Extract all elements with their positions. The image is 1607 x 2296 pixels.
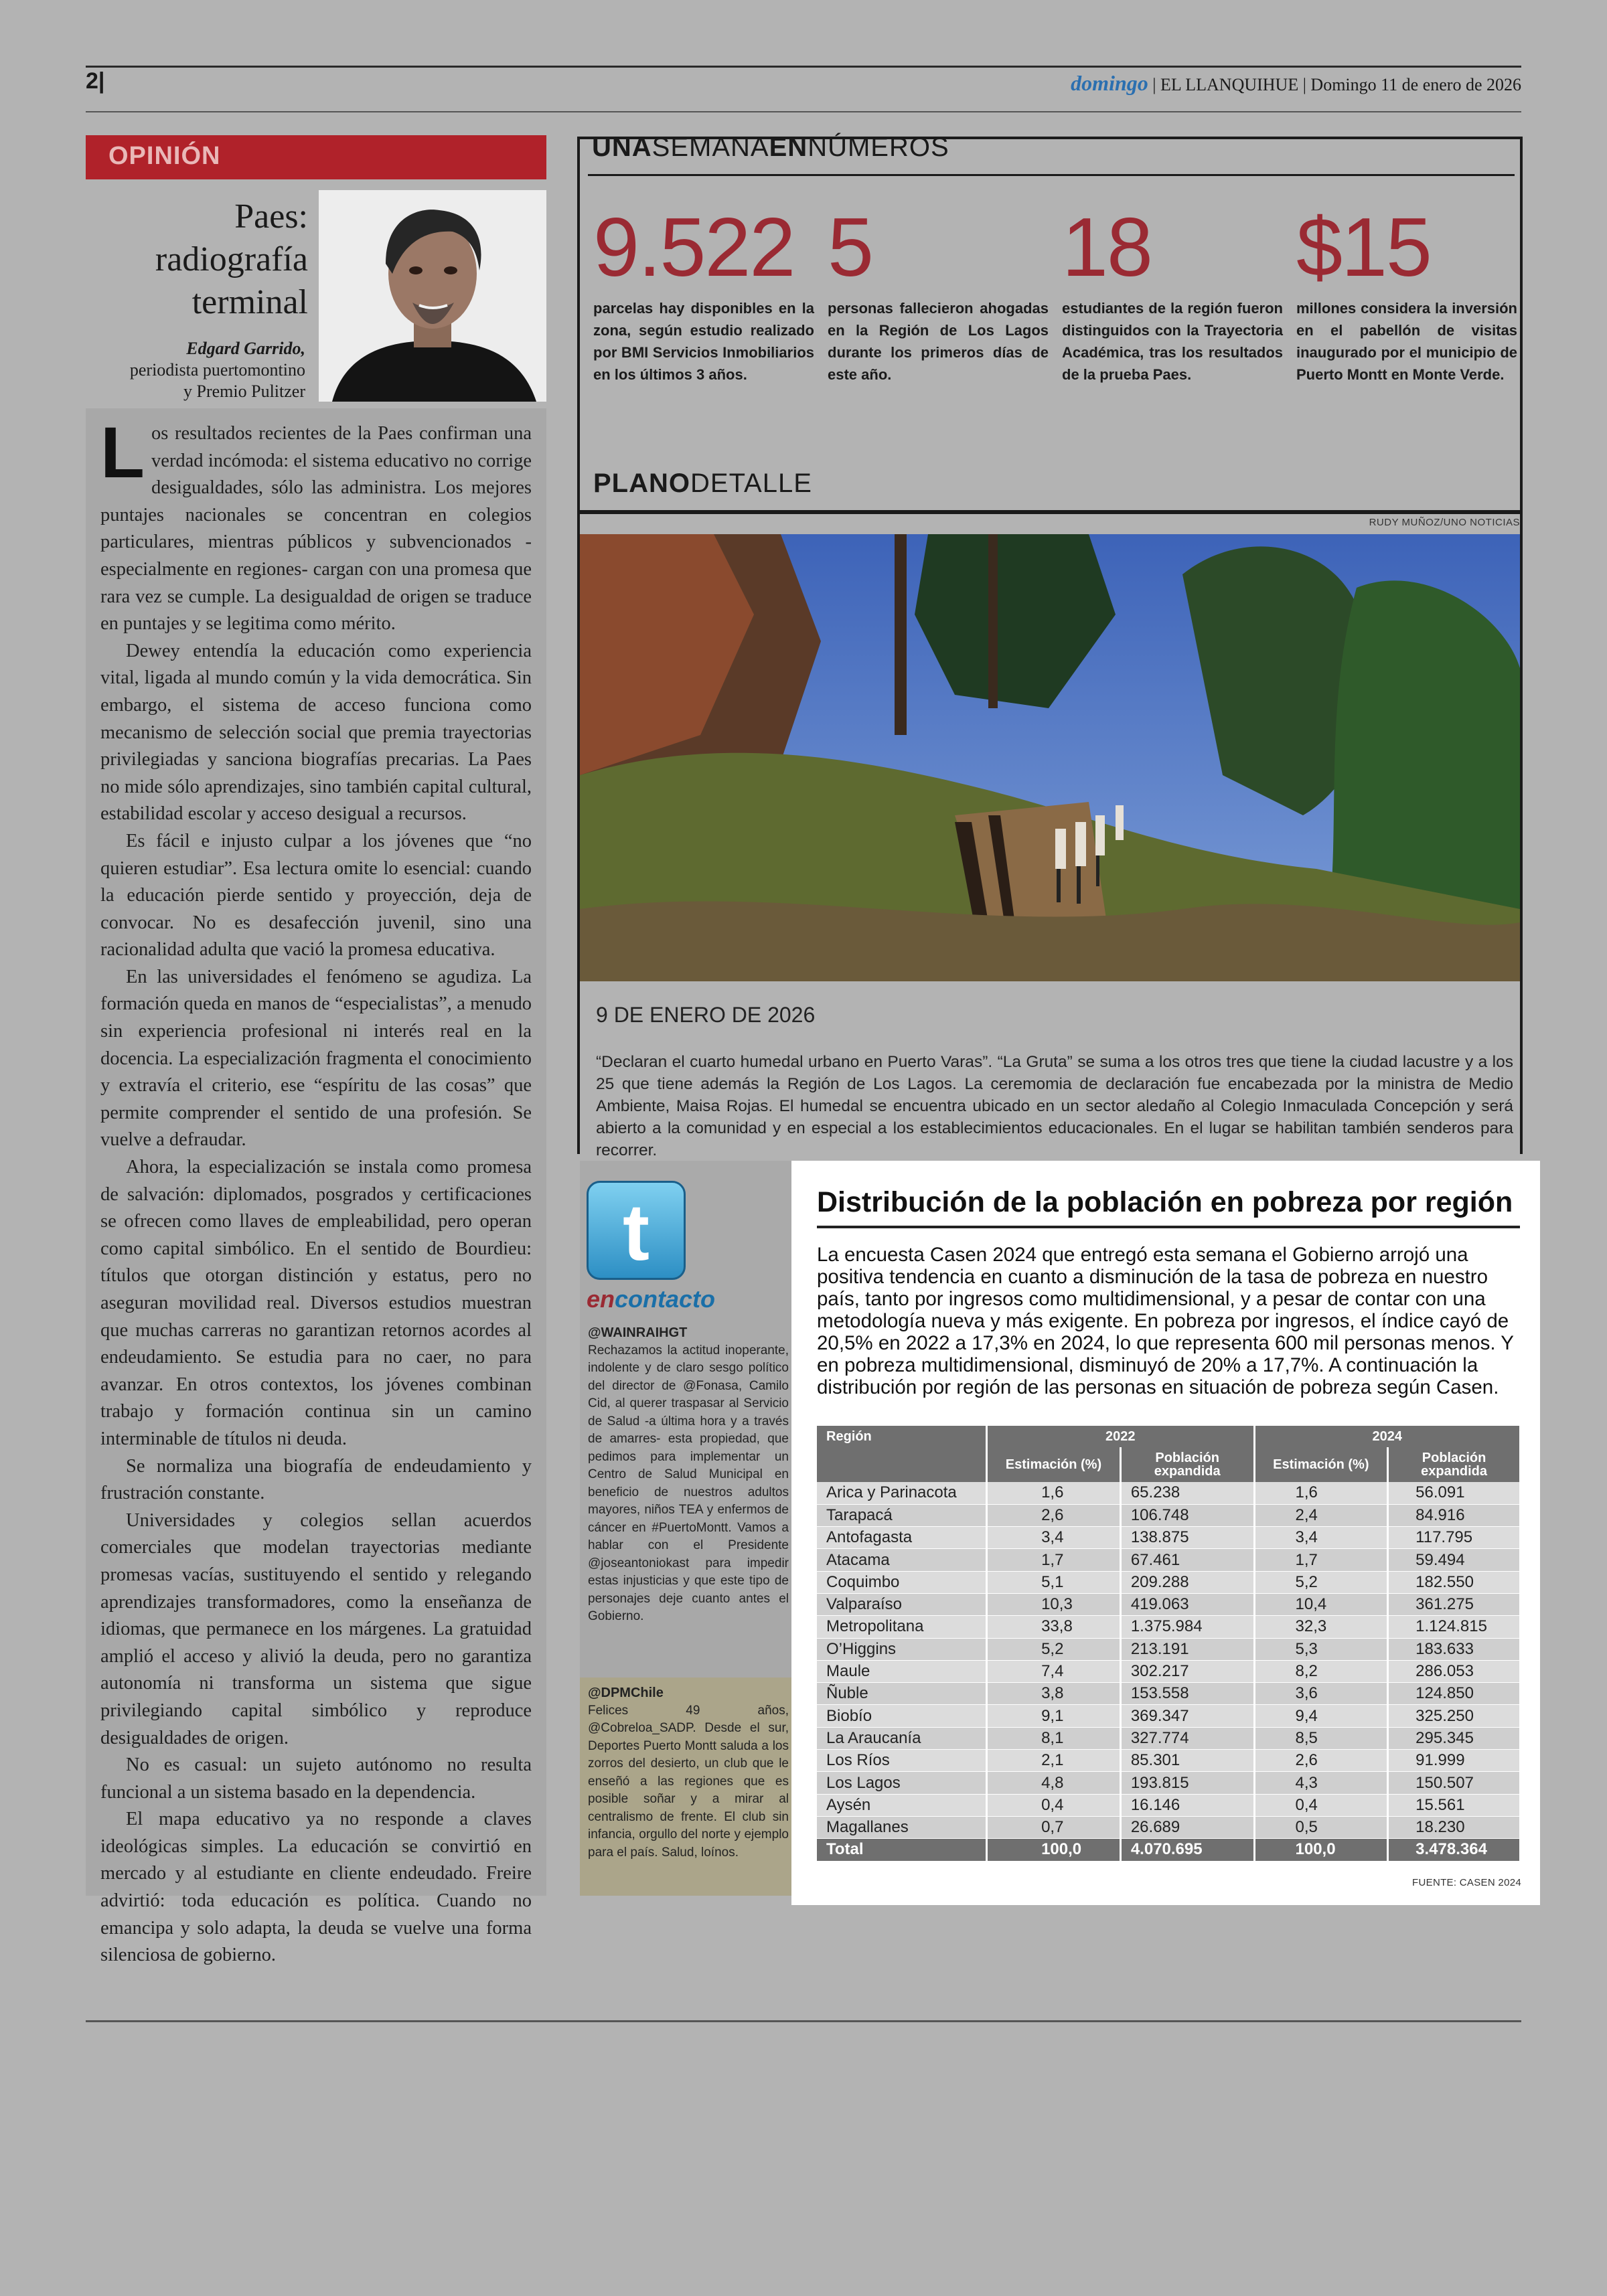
row-estimation-2022: 0,4 — [987, 1794, 1121, 1816]
title-part: PLANO — [593, 469, 690, 498]
row-estimation-2022: 7,4 — [987, 1660, 1121, 1682]
row-estimation-2024: 1,6 — [1254, 1482, 1388, 1504]
author-description: periodista puertomontino — [129, 360, 305, 380]
poverty-table — [817, 1426, 1521, 1862]
row-population-2022: 327.774 — [1120, 1727, 1254, 1749]
row-population-2022: 302.217 — [1120, 1660, 1254, 1682]
row-population-2022: 85.301 — [1120, 1750, 1254, 1772]
table-row — [817, 1504, 1521, 1526]
opinion-author — [94, 338, 305, 402]
row-region: Valparaíso — [817, 1593, 987, 1615]
row-population-2024: 286.053 — [1388, 1660, 1521, 1682]
row-estimation-2022: 5,1 — [987, 1571, 1121, 1593]
row-population-2022: 193.815 — [1120, 1772, 1254, 1794]
row-population-2024: 183.633 — [1388, 1638, 1521, 1660]
row-estimation-2022: 5,2 — [987, 1638, 1121, 1660]
stat-text: estudiantes de la región fueron distinguidos con la Trayectoria Académica, tras los resultados de la prueba Paes. — [1062, 300, 1283, 383]
opinion-paragraph: El mapa educativo ya no responde a claves ideológicas simples. La educación se convirtió en mercado y al estudiante en cliente endeudado. Freire advirtió: toda educación es política. Cuando no emancipa y solo adapta, la deuda se vuelve una forma silenciosa de gobierno. — [100, 1809, 532, 1966]
row-population-2022: 1.375.984 — [1120, 1616, 1254, 1638]
row-population-2022: 106.748 — [1120, 1504, 1254, 1526]
opinion-paragraph: Ahora, la especialización se instala como promesa de salvación: diplomados, posgrados y certificaciones se ofrecen como llaves de empleabilidad, pero operan como capital simbólico. En el sentido de Bourdieu: títulos que otorgan distinción y estatus, pero no aseguran movilidad real. Diversos estudios muestran que muchas carreras no garantizan retornos acordes al endeudamiento. Se estudia para no caer, no para avanzar. En otros contextos, los jóvenes combinan trabajo y formación continua sin un camino interminable de títulos ni deuda. — [100, 1157, 532, 1449]
row-population-2022: 419.063 — [1120, 1593, 1254, 1615]
row-region: Maule — [817, 1660, 987, 1682]
frame-right-rule — [1520, 137, 1523, 1154]
row-region: Antofagasta — [817, 1527, 987, 1549]
opinion-paragraph: En las universidades el fenómeno se agudiza. La formación queda en manos de “especialistas”, a menudo sin experiencia profesional ni interés real en la docencia. La especialización fragmenta el conocimiento y extravía el criterio, ese “espíritu de las cosas” que permite comprender el sentido de una profesión. Se vuelve a defraudar. — [100, 966, 532, 1151]
table-row — [817, 1482, 1521, 1504]
row-population-2024: 1.124.815 — [1388, 1616, 1521, 1638]
detail-title-rule — [580, 510, 1520, 514]
row-region: Tarapacá — [817, 1504, 987, 1526]
table-row — [817, 1660, 1521, 1682]
row-population-2024: 18.230 — [1388, 1816, 1521, 1838]
opinion-paragraph: Universidades y colegios sellan acuerdos comerciales que modelan trayectorias mediante promesas vacías, sustituyendo el sentido y relegando aprendizajes transformadores, como la enseñanza de idiomas, que permanece en los márgenes. La gratuidad amplió el acceso y alivió la deuda, pero no garantiza autonomía ni transforma un sistema que sigue privilegiando capital simbólico y reproduce desigualdades de origen. — [100, 1509, 532, 1748]
row-population-2024: 117.795 — [1388, 1527, 1521, 1549]
row-region: Total — [817, 1839, 987, 1861]
stat-item — [828, 201, 1049, 386]
row-region: La Araucanía — [817, 1727, 987, 1749]
stat-item — [1296, 201, 1517, 386]
row-estimation-2024: 8,5 — [1254, 1727, 1388, 1749]
brand-logo: domingo — [1071, 71, 1148, 95]
page-number: 2| — [86, 68, 105, 94]
table-row — [817, 1549, 1521, 1571]
row-region: Ñuble — [817, 1683, 987, 1705]
row-estimation-2022: 2,1 — [987, 1750, 1121, 1772]
opinion-paragraph: Dewey entendía la educación como experiencia vital, ligada al mundo común y la vida democrática. Sin embargo, el sistema de acceso funciona como mecanismo de selección social que premia trayectorias privilegiadas y sanciona biografías precarias. La Paes no mide sólo aprendizajes, sino también capital cultural, estabilidad escolar y acceso desigual a recursos. — [100, 640, 532, 825]
stat-value: 5 — [828, 201, 872, 294]
tweet — [588, 1324, 789, 1626]
poverty-title: Distribución de la población en pobreza por región — [817, 1186, 1520, 1228]
col-estimation-2022: Estimación (%) — [987, 1447, 1121, 1482]
row-region: Los Ríos — [817, 1750, 987, 1772]
row-estimation-2022: 8,1 — [987, 1727, 1121, 1749]
stat-text: personas fallecieron ahogadas en la Región de Los Lagos durante los primeros días de este año. — [828, 300, 1049, 383]
opinion-body — [86, 408, 546, 1966]
col-region: Región — [817, 1426, 987, 1482]
row-region: Aysén — [817, 1794, 987, 1816]
row-population-2024: 59.494 — [1388, 1549, 1521, 1571]
photo-credit: RUDY MUÑOZ/UNO NOTICIAS — [1369, 517, 1520, 528]
caption-date: 9 DE ENERO DE 2026 — [596, 1003, 816, 1027]
opinion-paragraph-text: os resultados recientes de la Paes confirman una verdad incómoda: el sistema educativo no corrige desigualdades, sólo las administra. Los mejores puntajes nacionales se concentran en colegios particulares, mientras públicos y subvencionados -especialmente en regiones- cargan con una promesa que rara vez se cumple. La desigualdad de origen se traduce en puntajes y se legitima como mérito. — [100, 423, 532, 635]
row-estimation-2024: 9,4 — [1254, 1705, 1388, 1727]
dropcap: L — [100, 412, 145, 493]
row-population-2022: 4.070.695 — [1120, 1839, 1254, 1861]
wetland-photo — [580, 534, 1520, 981]
poverty-lead: La encuesta Casen 2024 que entregó esta semana el Gobierno arrojó una positiva tendencia en cuanto a disminución de la tasa de pobreza en nuestro país, tanto por ingresos como multidimensional, y a pesar de contar con una metodología nueva y más exigente. En pobreza por ingresos, el índice cayó de 20,5% en 2022 a 17,3% en 2024, lo que representa 600 mil personas menos. Y en pobreza multidimensional, disminuyó de 20% a 17,7%. A continuación la distribución por región de las personas en situación de pobreza según Casen. — [817, 1244, 1514, 1398]
row-population-2022: 26.689 — [1120, 1816, 1254, 1838]
table-row — [817, 1527, 1521, 1549]
row-estimation-2024: 3,4 — [1254, 1527, 1388, 1549]
author-name: Edgard Garrido, — [186, 339, 305, 358]
row-estimation-2022: 3,4 — [987, 1527, 1121, 1549]
contact-label — [587, 1285, 715, 1313]
header-bottom-rule — [86, 111, 1521, 112]
row-estimation-2022: 1,7 — [987, 1549, 1121, 1571]
opinion-paragraph: No es casual: un sujeto autónomo no resulta funcional a un sistema basado en la dependencia. — [100, 1754, 532, 1803]
row-estimation-2024: 0,4 — [1254, 1794, 1388, 1816]
masthead — [1071, 71, 1521, 96]
row-region: Atacama — [817, 1549, 987, 1571]
row-region: Los Lagos — [817, 1772, 987, 1794]
contact-box — [580, 1161, 791, 1896]
caption-text: “Declaran el cuarto humedal urbano en Puerto Varas”. “La Gruta” se suma a los otros tres que tiene la ciudad lacustre y a los 25 que tiene además la Región de Los Lagos. La ceremomia de declaración fue encabezada por la ministra de Medio Ambiente, Maisa Rojas. El humedal se encuentra ubicado en un sector aledaño al Colegio Inmaculada Concepción y será abierto a la comunidad y en especial a los establecimientos educacionales. En el lugar se habilitan también senderos para recorrer. — [596, 1053, 1513, 1159]
row-estimation-2024: 8,2 — [1254, 1660, 1388, 1682]
poverty-panel — [791, 1161, 1540, 1905]
row-population-2024: 325.250 — [1388, 1705, 1521, 1727]
row-population-2024: 56.091 — [1388, 1482, 1521, 1504]
row-estimation-2024: 32,3 — [1254, 1616, 1388, 1638]
row-estimation-2022: 1,6 — [987, 1482, 1121, 1504]
table-row — [817, 1683, 1521, 1705]
numbers-section-title — [592, 133, 949, 163]
title-part: SEMANA — [652, 133, 769, 162]
opinion-tag: OPINIÓN — [86, 135, 546, 179]
table-row — [817, 1794, 1521, 1816]
tweet-handle[interactable]: @WAINRAIHGT — [588, 1325, 688, 1340]
contact-label-rest: contacto — [615, 1285, 716, 1313]
stat-text: parcelas hay disponibles en la zona, según estudio realizado por BMI Servicios Inmobiliarios en los últimos 3 años. — [593, 300, 814, 383]
stat-item — [593, 201, 814, 386]
table-row — [817, 1638, 1521, 1660]
opinion-paragraph — [100, 412, 532, 638]
table-row — [817, 1705, 1521, 1727]
stat-item — [1062, 201, 1283, 386]
table-source: FUENTE: CASEN 2024 — [1412, 1877, 1521, 1888]
row-estimation-2022: 33,8 — [987, 1616, 1121, 1638]
table-row — [817, 1616, 1521, 1638]
tweet-handle[interactable]: @DPMChile — [588, 1686, 664, 1700]
row-population-2022: 369.347 — [1120, 1705, 1254, 1727]
row-estimation-2024: 1,7 — [1254, 1549, 1388, 1571]
table-row — [817, 1571, 1521, 1593]
row-region: Coquimbo — [817, 1571, 987, 1593]
numbers-title-rule — [588, 174, 1515, 176]
row-population-2024: 182.550 — [1388, 1571, 1521, 1593]
stat-text: millones considera la inversión en el pabellón de visitas inaugurado por el municipio de Puerto Montt en Monte Verde. — [1296, 300, 1517, 383]
title-part: EN — [769, 133, 808, 162]
row-population-2022: 213.191 — [1120, 1638, 1254, 1660]
row-region: Magallanes — [817, 1816, 987, 1838]
year-2024-header: 2024 — [1254, 1426, 1521, 1447]
col-estimation-2024: Estimación (%) — [1254, 1447, 1388, 1482]
stat-value: 18 — [1062, 201, 1152, 294]
header-top-rule — [86, 66, 1521, 68]
author-award: y Premio Pulitzer — [183, 382, 305, 401]
stat-value: 9.522 — [593, 201, 795, 294]
row-population-2024: 91.999 — [1388, 1750, 1521, 1772]
row-estimation-2022: 100,0 — [987, 1839, 1121, 1861]
row-region: Metropolitana — [817, 1616, 987, 1638]
row-estimation-2024: 3,6 — [1254, 1683, 1388, 1705]
row-population-2024: 361.275 — [1388, 1593, 1521, 1615]
row-estimation-2024: 5,3 — [1254, 1638, 1388, 1660]
col-population-2024: Población expandida — [1388, 1447, 1521, 1482]
row-estimation-2024: 2,4 — [1254, 1504, 1388, 1526]
title-part: UNA — [592, 133, 652, 162]
year-2022-header: 2022 — [987, 1426, 1254, 1447]
table-row — [817, 1772, 1521, 1794]
twitter-icon: t — [587, 1181, 686, 1280]
row-population-2022: 65.238 — [1120, 1482, 1254, 1504]
row-estimation-2022: 4,8 — [987, 1772, 1121, 1794]
row-estimation-2022: 9,1 — [987, 1705, 1121, 1727]
row-population-2024: 124.850 — [1388, 1683, 1521, 1705]
row-estimation-2022: 0,7 — [987, 1816, 1121, 1838]
tweet — [588, 1684, 789, 1862]
row-population-2022: 138.875 — [1120, 1527, 1254, 1549]
row-estimation-2024: 4,3 — [1254, 1772, 1388, 1794]
row-population-2022: 209.288 — [1120, 1571, 1254, 1593]
tweet-text: Rechazamos la actitud inoperante, indolente y de claro sesgo político del director de @Fonasa, Camilo Cid, al querer traspasar al Servicio de Salud -a última hora y a través de amarres- esta propiedad, que pedimos para implementar un Centro de Salud Municipal en beneficio de nuestros adultos mayores, niños TEA y enfermos de cáncer en #PuertoMontt. Vamos a hablar con el Presidente @joseantoniokast para impedir estas injusticias y que este tipo de personajes deje cuanto antes el Gobierno. — [588, 1343, 789, 1623]
row-estimation-2024: 5,2 — [1254, 1571, 1388, 1593]
row-population-2022: 67.461 — [1120, 1549, 1254, 1571]
row-region: O’Higgins — [817, 1638, 987, 1660]
table-row — [817, 1816, 1521, 1838]
row-region: Arica y Parinacota — [817, 1482, 987, 1504]
row-estimation-2022: 2,6 — [987, 1504, 1121, 1526]
table-total-row — [817, 1839, 1521, 1861]
row-population-2024: 84.916 — [1388, 1504, 1521, 1526]
row-population-2022: 16.146 — [1120, 1794, 1254, 1816]
tweet-text: Felices 49 años, @Cobreloa_SADP. Desde el sur, Deportes Puerto Montt saluda a los zorros del desierto, un club que le enseñó a las regiones que es posible soñar y a mirar al centralismo de frente. El club sin infancia, orgullo del norte y ejemplo para el país. Salud, loínos. — [588, 1703, 789, 1860]
row-population-2024: 15.561 — [1388, 1794, 1521, 1816]
row-estimation-2024: 10,4 — [1254, 1593, 1388, 1615]
contact-label-prefix: en — [587, 1285, 615, 1313]
row-estimation-2022: 3,8 — [987, 1683, 1121, 1705]
col-population-2022: Población expandida — [1120, 1447, 1254, 1482]
row-population-2024: 295.345 — [1388, 1727, 1521, 1749]
opinion-paragraph: Se normaliza una biografía de endeudamiento y frustración constante. — [100, 1455, 532, 1504]
table-row — [817, 1727, 1521, 1749]
page-bottom-rule — [86, 2020, 1521, 2022]
table-row — [817, 1593, 1521, 1615]
title-part: NÚMEROS — [808, 133, 949, 162]
row-population-2024: 3.478.364 — [1388, 1839, 1521, 1861]
masthead-date: | EL LLANQUIHUE | Domingo 11 de enero de 2026 — [1152, 75, 1521, 94]
row-estimation-2024: 2,6 — [1254, 1750, 1388, 1772]
detail-section-title — [593, 469, 812, 499]
opinion-paragraph: Es fácil e injusto culpar a los jóvenes que “no quieren estudiar”. Esa lectura omite lo esencial: cuando la educación pierde sentido y proyección, deja de convocar. No es desafección juvenil, sino una racionalidad adulta que vació la promesa educativa. — [100, 830, 532, 961]
row-region: Biobío — [817, 1705, 987, 1727]
table-row — [817, 1750, 1521, 1772]
row-estimation-2022: 10,3 — [987, 1593, 1121, 1615]
stat-value: $15 — [1296, 201, 1431, 294]
row-population-2024: 150.507 — [1388, 1772, 1521, 1794]
row-population-2022: 153.558 — [1120, 1683, 1254, 1705]
title-part: DETALLE — [690, 469, 812, 498]
row-estimation-2024: 0,5 — [1254, 1816, 1388, 1838]
opinion-title: Paes: radiografía terminal — [155, 197, 308, 321]
author-portrait — [319, 190, 546, 402]
row-estimation-2024: 100,0 — [1254, 1839, 1388, 1861]
